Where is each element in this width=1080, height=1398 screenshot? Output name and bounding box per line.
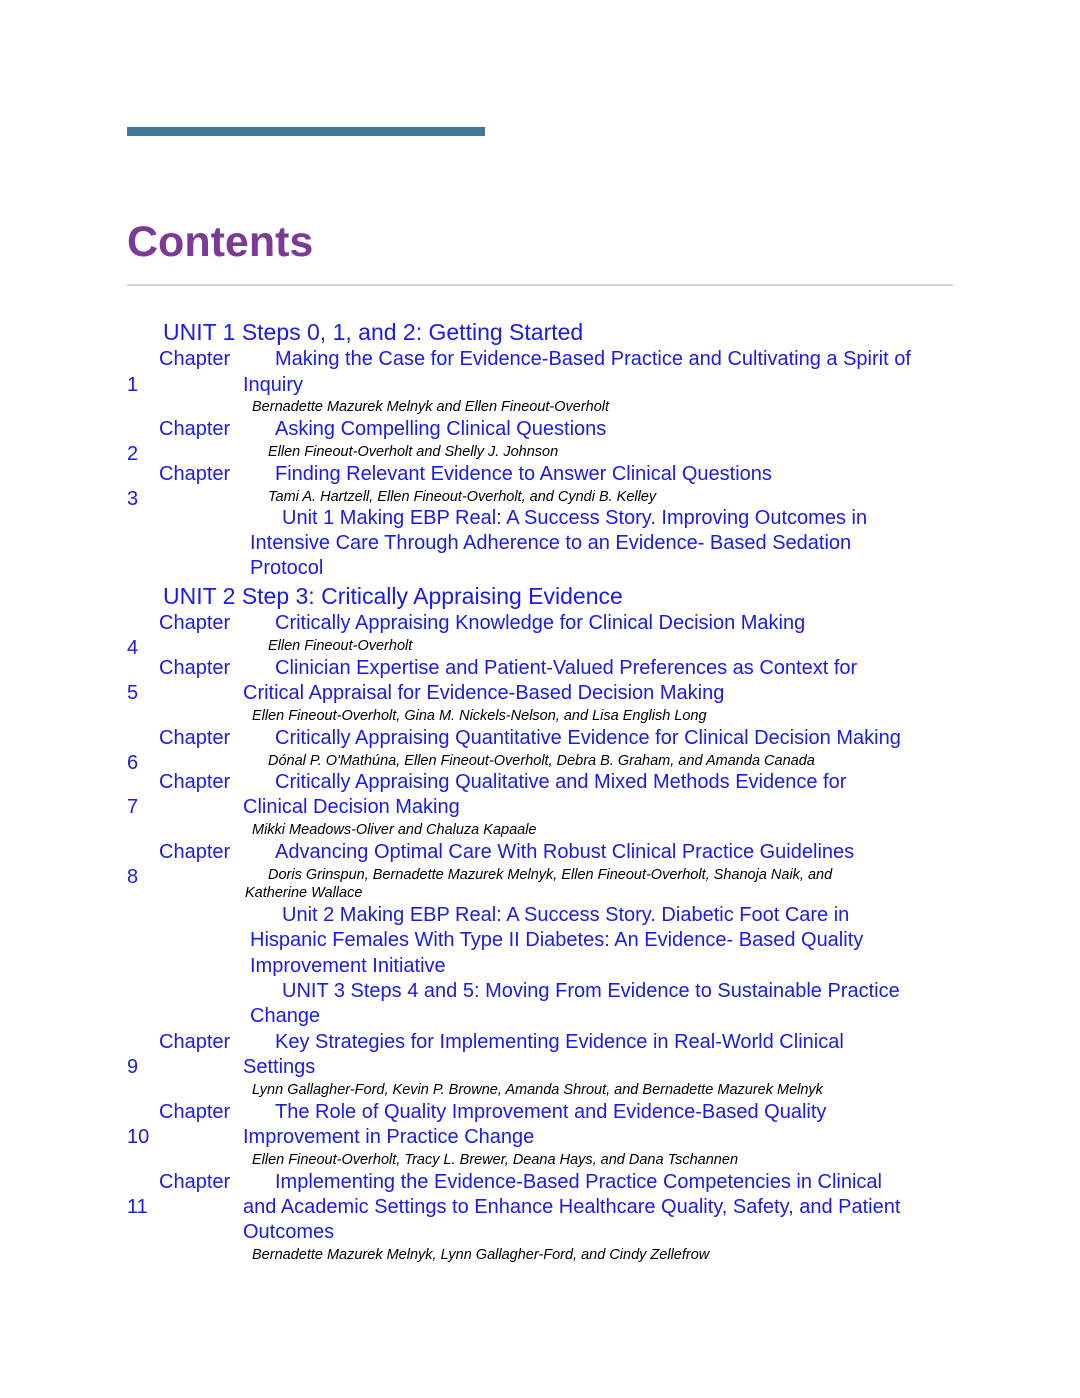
chapter-label: Chapter [159,1031,231,1053]
chapter-1-authors: Bernadette Mazurek Melnyk and Ellen Fineout-Overholt [252,399,610,415]
chapter-10-authors: Ellen Fineout-Overholt, Tracy L. Brewer, Deana Hays, and Dana Tschannen [252,1152,739,1168]
chapter-4-title[interactable]: Critically Appraising Knowledge for Clinical Decision Making [275,612,806,634]
chapter-number: 9 [127,1056,139,1078]
chapter-label: Chapter [159,348,231,370]
chapter-2-authors: Ellen Fineout-Overholt and Shelly J. Johnson [268,444,559,460]
chapter-4-authors: Ellen Fineout-Overholt [268,638,413,654]
chapter-9-title-line-1[interactable]: Key Strategies for Implementing Evidence in Real-World Clinical [275,1031,844,1053]
success-story-1-line-1[interactable]: Unit 1 Making EBP Real: A Success Story. Improving Outcomes in [282,507,868,529]
chapter-7-title-line-2[interactable]: Clinical Decision Making [243,796,460,818]
chapter-number: 3 [127,488,139,510]
chapter-11-title-line-3[interactable]: Outcomes [243,1221,335,1243]
success-story-2-line-2[interactable]: Hispanic Females With Type II Diabetes: An Evidence- Based Quality [250,929,864,951]
chapter-7-title-line-1[interactable]: Critically Appraising Qualitative and Mixed Methods Evidence for [275,771,847,793]
chapter-11-title-line-2[interactable]: and Academic Settings to Enhance Healthcare Quality, Safety, and Patient [243,1196,901,1218]
chapter-9-authors: Lynn Gallagher-Ford, Kevin P. Browne, Amanda Shrout, and Bernadette Mazurek Melnyk [252,1082,823,1098]
chapter-9-title-line-2[interactable]: Settings [243,1056,316,1078]
chapter-7-authors: Mikki Meadows-Oliver and Chaluza Kapaale [252,822,537,838]
chapter-6-title[interactable]: Critically Appraising Quantitative Evidence for Clinical Decision Making [275,727,901,749]
chapter-5-authors: Ellen Fineout-Overholt, Gina M. Nickels-Nelson, and Lisa English Long [252,708,707,724]
chapter-10-title-line-2[interactable]: Improvement in Practice Change [243,1126,535,1148]
chapter-number: 11 [127,1196,148,1218]
chapter-8-title[interactable]: Advancing Optimal Care With Robust Clinical Practice Guidelines [275,841,855,863]
chapter-label: Chapter [159,657,231,679]
unit-3-heading-line-2[interactable]: Change [250,1005,321,1027]
chapter-number: 6 [127,752,139,774]
chapter-3-authors: Tami A. Hartzell, Ellen Fineout-Overholt, and Cyndi B. Kelley [268,489,657,505]
chapter-5-title-line-1[interactable]: Clinician Expertise and Patient-Valued Preferences as Context for [275,657,858,679]
page-title: Contents [127,218,314,266]
title-divider [127,284,953,286]
chapter-label: Chapter [159,463,231,485]
chapter-number: 8 [127,866,139,888]
decorative-top-bar [127,127,485,136]
chapter-10-title-line-1[interactable]: The Role of Quality Improvement and Evidence-Based Quality [275,1101,827,1123]
chapter-label: Chapter [159,727,231,749]
unit-1-heading[interactable]: UNIT 1 Steps 0, 1, and 2: Getting Started [163,319,584,345]
chapter-number: 4 [127,637,139,659]
chapter-1-title-line-2[interactable]: Inquiry [243,374,304,396]
chapter-number: 10 [127,1126,150,1148]
chapter-11-authors: Bernadette Mazurek Melnyk, Lynn Gallagher-Ford, and Cindy Zellefrow [252,1247,710,1263]
success-story-2-line-3[interactable]: Improvement Initiative [250,955,446,977]
chapter-5-title-line-2[interactable]: Critical Appraisal for Evidence-Based Decision Making [243,682,725,704]
chapter-number: 1 [127,374,139,396]
unit-2-heading[interactable]: UNIT 2 Step 3: Critically Appraising Evidence [163,583,623,609]
chapter-label: Chapter [159,1171,231,1193]
chapter-number: 5 [127,682,139,704]
success-story-1-line-3[interactable]: Protocol [250,557,324,579]
chapter-number: 2 [127,443,139,465]
unit-3-heading-line-1[interactable]: UNIT 3 Steps 4 and 5: Moving From Evidence to Sustainable Practice [282,980,900,1002]
success-story-1-line-2[interactable]: Intensive Care Through Adherence to an Evidence- Based Sedation [250,532,852,554]
chapter-2-title[interactable]: Asking Compelling Clinical Questions [275,418,607,440]
chapter-3-title[interactable]: Finding Relevant Evidence to Answer Clinical Questions [275,463,772,485]
chapter-8-authors-line-2: Katherine Wallace [245,885,363,901]
chapter-label: Chapter [159,418,231,440]
chapter-8-authors-line-1: Doris Grinspun, Bernadette Mazurek Melnyk, Ellen Fineout-Overholt, Shanoja Naik, and [268,867,833,883]
chapter-11-title-line-1[interactable]: Implementing the Evidence-Based Practice Competencies in Clinical [275,1171,882,1193]
chapter-label: Chapter [159,841,231,863]
chapter-number: 7 [127,796,139,818]
chapter-label: Chapter [159,1101,231,1123]
chapter-1-title-line-1[interactable]: Making the Case for Evidence-Based Practice and Cultivating a Spirit of [275,348,911,370]
chapter-6-authors: Dónal P. O'Mathúna, Ellen Fineout-Overholt, Debra B. Graham, and Amanda Canada [268,753,815,769]
chapter-label: Chapter [159,612,231,634]
success-story-2-line-1[interactable]: Unit 2 Making EBP Real: A Success Story. Diabetic Foot Care in [282,904,850,926]
chapter-label: Chapter [159,771,231,793]
